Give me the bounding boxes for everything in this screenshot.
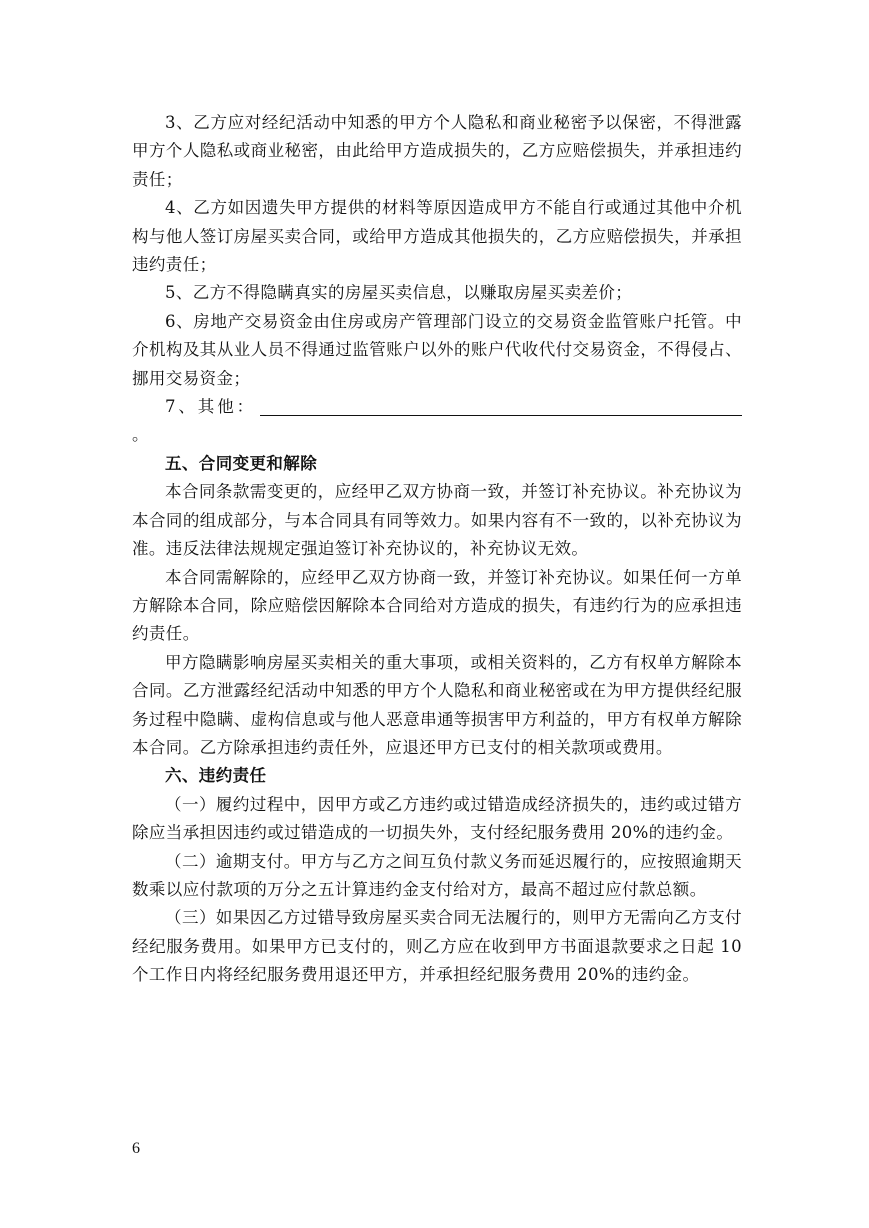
section-5-heading: 五、合同变更和解除 (165, 453, 318, 473)
clause-7-other (132, 393, 742, 450)
clause-3: 3、乙方应对经纪活动中知悉的甲方个人隐私和商业秘密予以保密，不得泄露甲方个人隐私或商业秘密，由此给甲方造成损失的，乙方应赔偿损失，并承担违约责任； (132, 113, 742, 189)
other-end-punct: 。 (132, 425, 149, 445)
section-6-para-1: （一）履约过程中，因甲方或乙方违约或过错造成经济损失的，违约或过错方除应当承担因违约或过错造成的一切损失外，支付经纪服务费用 20%的违约金。 (132, 794, 742, 843)
section-5-para-2: 本合同需解除的，应经甲乙双方协商一致，并签订补充协议。如果任何一方单方解除本合同，除应赔偿因解除本合同给对方造成的损失，有违约行为的应承担违约责任。 (132, 567, 742, 644)
clause-5: 5、乙方不得隐瞒真实的房屋买卖信息，以赚取房屋买卖差价； (165, 283, 633, 303)
section-5-para-3: 甲方隐瞒影响房屋买卖相关的重大事项，或相关资料的，乙方有权单方解除本合同。乙方泄露经纪活动中知悉的甲方个人隐私和商业秘密或在为甲方提供经纪服务过程中隐瞒、虚构信息或与他人恶意串通等损害甲方利益的，甲方有权单方解除本合同。乙方除承担违约责任外，应退还甲方已支付的相关款项或费用。 (132, 652, 742, 757)
section-6-heading: 六、违约责任 (165, 766, 267, 786)
clause-6: 6、房地产交易资金由住房或房产管理部门设立的交易资金监管账户托管。中介机构及其从业人员不得通过监管账户以外的账户代收代付交易资金，不得侵占、挪用交易资金； (132, 311, 742, 388)
page-number: 6 (132, 1140, 140, 1157)
section-6-para-2: （二）逾期支付。甲方与乙方之间互负付款义务而延迟履行的，应按照逾期天数乘以应付款项的万分之五计算违约金支付给对方，最高不超过应付款总额。 (132, 851, 742, 899)
other-label: 7、其他： (165, 397, 256, 417)
clause-4: 4、乙方如因遗失甲方提供的材料等原因造成甲方不能自行或通过其他中介机构与他人签订房屋买卖合同，或给甲方造成其他损失的，乙方应赔偿损失，并承担违约责任； (132, 198, 742, 275)
section-6-para-3: （三）如果因乙方过错导致房屋买卖合同无法履行的，则甲方无需向乙方支付经纪服务费用。如果甲方已支付的，则乙方应在收到甲方书面退款要求之日起 10 个工作日内将经纪服务费用退还甲方，并承担经纪服务费用 20%的违约金。 (132, 908, 742, 985)
other-blank-line (260, 397, 742, 416)
section-5-para-1: 本合同条款需变更的，应经甲乙双方协商一致，并签订补充协议。补充协议为本合同的组成部分，与本合同具有同等效力。如果内容有不一致的，以补充协议为准。违反法律法规规定强迫签订补充协议的，补充协议无效。 (132, 482, 742, 559)
body-text (132, 109, 742, 990)
